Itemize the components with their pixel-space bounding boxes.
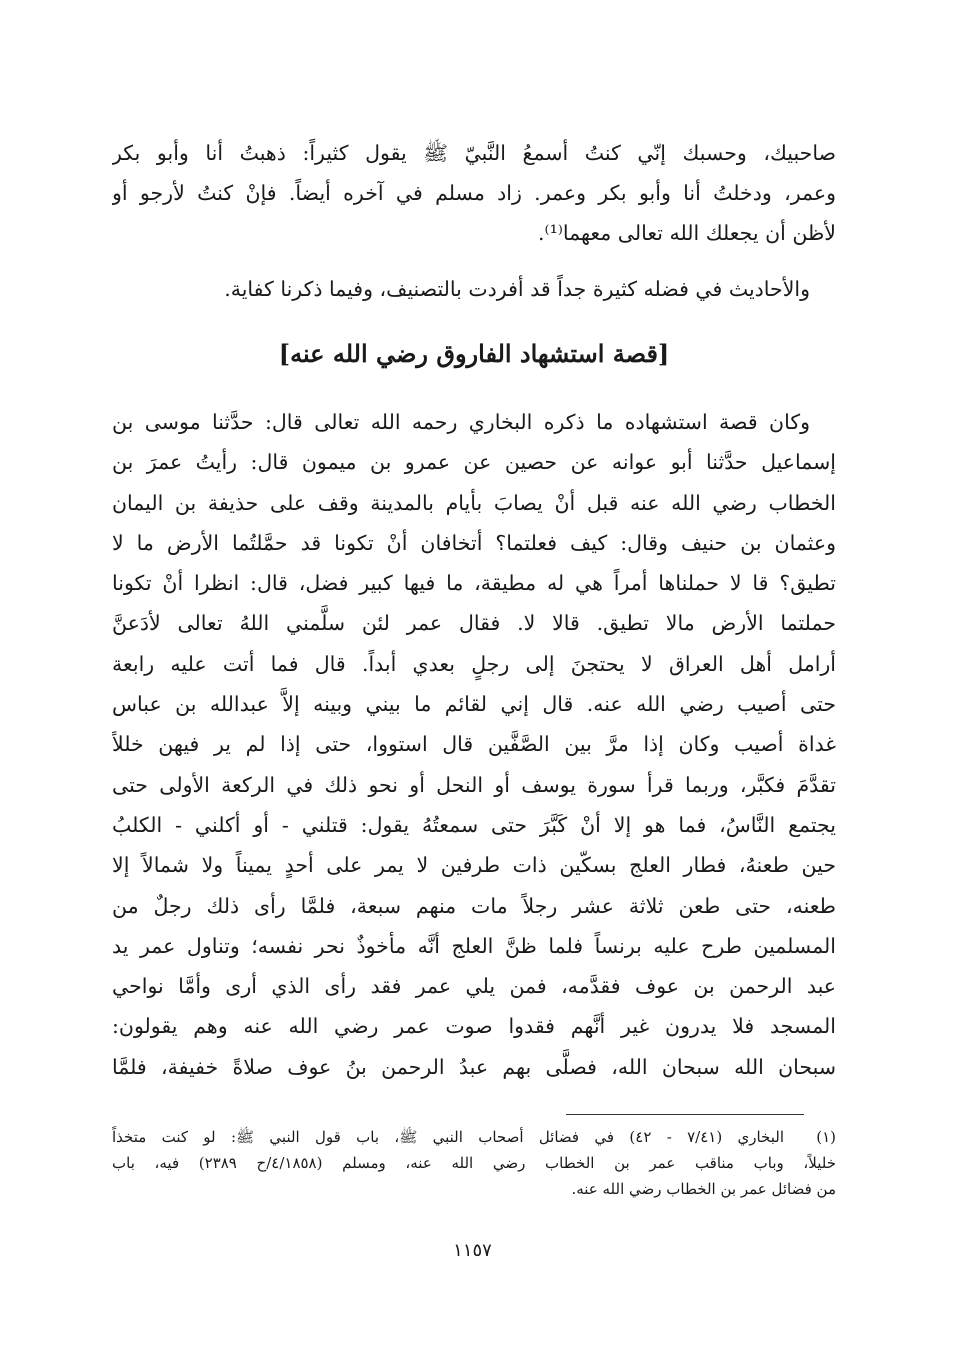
story-line: حين طعنهُ، فطار العلج بسكّين ذات طرفين لا يمر على أحدٍ يميناً ولا شمالاً إلا: [112, 853, 836, 878]
footnote-row: [112, 1150, 836, 1176]
story-line: تقدَّمَ فكبَّر، وربما قرأ سورة يوسف أو النحل أو نحو ذلك في الركعة الأولى حتى: [112, 772, 836, 797]
hadith-line: والأحاديث في فضله كثيرة جداً قد أفردت بالتصنيف، وفيما ذكرنا كفاية.: [224, 277, 810, 301]
footnote-line: خليلاً، وباب مناقب عمر بن الخطاب رضي الله عنه، ومسلم (٤/١٨٥٨/ح ٢٣٨٩) فيه، باب: [112, 1154, 836, 1172]
story-line: طعنه، حتى طعن ثلاثة عشر رجلاً مات منهم سبعة، فلمَّا رأى ذلك رجلٌ من: [112, 893, 836, 918]
footnote-number: (١): [816, 1128, 836, 1146]
story-line: حملتما الأرض مالا تطيق. قالا لا. فقال عمر لئن سلَّمني اللهُ تعالى لأدَعنَّ: [112, 611, 836, 636]
story-line: الخطاب رضي الله عنه قبل أنْ يصابَ بأيام بالمدينة وقف على حذيفة بن اليمان: [112, 490, 836, 515]
story-line: المسلمين طرح عليه برنساً فلما ظنَّ العلج أنَّه مأخوذٌ نحر نفسه؛ وتناول عمر يد: [112, 933, 836, 958]
footnote-divider: [566, 1114, 804, 1115]
footnote-line: البخاري (٧/٤١ - ٤٢) في فضائل أصحاب النبي ﷺ، باب قول النبي ﷺ: لو كنت متخذاً: [112, 1128, 784, 1146]
intro-line: صاحبيك، وحسبك إنّي كنتُ أسمعُ النَّبيّ ﷺ يقول كثيراً: ذهبتُ أنا وأبو بكر: [112, 141, 836, 165]
footnotes: [112, 1124, 836, 1202]
story-line: تطيق؟ قا لا حملناها أمراً هي له مطيقة، ما فيها كبير فضل، قال: انظرا أنْ تكونا: [112, 571, 836, 596]
story-line: حتى أصيب رضي الله عنه. قال إني لقائم ما بيني وبينه إلاَّ عبدالله بن عباس: [112, 692, 836, 717]
story-paragraph: [112, 402, 836, 1087]
story-line: غداة أصيب وكان إذا مرَّ بين الصَّفَّين قال استووا، حتى إذا لم ير فيهن خللاً: [112, 732, 836, 757]
intro-paragraph: [112, 133, 836, 253]
story-line: يجتمع النَّاسُ، فما هو إلا أنْ كَبَّرَ حتى سمعتُهُ يقول: قتلني - أو أكلني - الكلبُ: [112, 812, 836, 837]
footnote-row: [112, 1124, 836, 1150]
hadith-paragraph: [112, 269, 836, 309]
story-line: وكان قصة استشهاده ما ذكره البخاري رحمه الله تعالى قال: حدَّثنا موسى بن: [112, 410, 810, 434]
section-heading: [قصة استشهاد الفاروق رضي الله عنه]: [278, 339, 670, 368]
story-line: سبحان الله سبحان الله، فصلَّى بهم عبدُ الرحمن بنُ عوف صلاةً خفيفة، فلمَّا: [112, 1054, 836, 1079]
intro-line: لأظن أن يجعلك الله تعالى معهما⁽¹⁾.: [538, 221, 836, 245]
footnote-line: من فضائل عمر بن الخطاب رضي الله عنه.: [571, 1180, 836, 1198]
story-line: عبد الرحمن بن عوف فقدَّمه، فمن يلي عمر فقد رأى الذي أرى وأمَّا نواحي: [112, 974, 836, 999]
page-number: ١١٥٧: [453, 1240, 492, 1261]
footnote-row: [112, 1176, 836, 1202]
story-line: أرامل أهل العراق لا يحتجنَ إلى رجلٍ بعدي أبداً. قال فما أتت عليه رابعة: [112, 651, 836, 676]
intro-line: وعمر، ودخلتُ أنا وأبو بكر وعمر. زاد مسلم في آخره أيضاً. فإنْ كنتُ لأرجو أو: [112, 181, 836, 205]
story-line: إسماعيل حدَّثنا أبو عوانه عن حصين عن عمرو بن ميمون قال: رأيتُ عمرَ بن: [112, 450, 836, 475]
story-line: وعثمان بن حنيف وقال: كيف فعلتما؟ أتخافان أنْ تكونا قد حمَّلتُما الأرض ما لا: [112, 530, 836, 555]
story-line: المسجد فلا يدرون غير أنَّهم فقدوا صوت عمر رضي الله عنه وهم يقولون:: [112, 1014, 836, 1039]
